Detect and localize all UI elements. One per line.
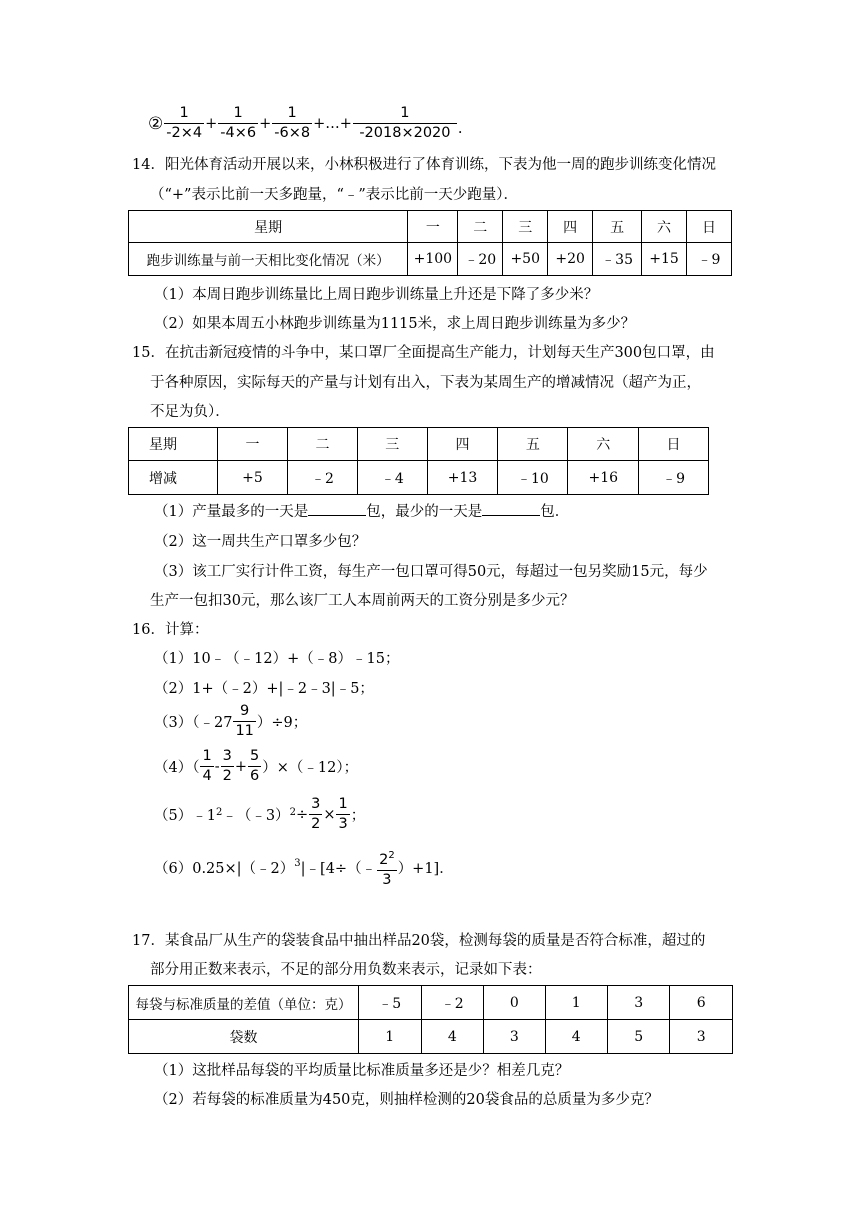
q16-part4-text-a: （4）（ [154,760,200,776]
table-cell: 1 [359,1020,422,1054]
plus-sign: + [205,115,218,132]
table-cell: 星期 [129,428,218,461]
table-cell: 4 [545,1020,607,1054]
table-cell: ﹣2 [288,461,358,495]
table-cell: 五 [498,428,568,461]
minus-sign: - [214,758,220,775]
circled-number-marker: ② [148,113,164,134]
ellipsis: +…+ [313,115,352,132]
q14-table [128,210,732,276]
q16-part3 [154,702,307,741]
table-cell: 一 [408,211,458,243]
fraction: $\frac{2^2}{3}$ [377,846,397,890]
table-cell: 6 [670,986,733,1020]
q13-part2-expression [148,104,463,143]
table-cell: 5 [607,1020,669,1054]
table-cell: +13 [427,461,498,495]
q16-part6-text-b: |﹣[4÷（﹣ [300,861,377,878]
table-cell: ﹣2 [421,986,484,1020]
fraction: $\frac{1}{4}$ [202,748,212,784]
fraction: $\frac{3}{2}$ [222,748,232,784]
table-cell: 4 [421,1020,484,1054]
q17-line1: 17．某食品厂从生产的袋装食品中抽出样品20袋，检测每袋的质量是否符合标准，超过的 [132,933,706,949]
table-cell: ﹣20 [458,243,503,276]
table-cell: +5 [217,461,287,495]
table-cell: 日 [687,211,732,243]
q16-title: 16．计算： [132,622,209,638]
fraction: $\frac{1}{-4\times 6}$ [220,105,257,141]
fraction: $\frac{5}{6}$ [250,748,260,784]
table-cell: 3 [670,1020,733,1054]
q16-part5-text-b: ﹣（﹣3） [222,808,290,824]
table-cell: +20 [548,243,593,276]
q17-line2: 部分用正数来表示，不足的部分用负数来表示，记录如下表： [150,962,542,978]
fraction: $\frac{1}{-2\times 4}$ [166,105,203,141]
q15-sub1-text-b: 包，最少的一天是 [366,504,483,520]
exponent: 2 [215,807,223,818]
q16-part3-text-b: ）÷9； [256,715,308,731]
table-cell: 日 [639,428,709,461]
plus-sign: + [234,758,248,775]
fraction: $\frac{1}{-2018\times 2020}$ [353,104,457,143]
table-cell: 0 [484,986,545,1020]
table-cell: 五 [593,211,642,243]
table-cell: 3 [607,986,669,1020]
q14-sub2: （2）如果本周五小林跑步训练量为1115米，求上周日跑步训练量为多少？ [154,316,636,332]
q16-part1: （1）10﹣（﹣12）+（﹣8）﹣15； [154,651,400,667]
table-cell: +16 [568,461,639,495]
q16-part6-text-a: （6）0.25×|（﹣2） [154,861,295,878]
fraction: $\frac{1}{3}$ [338,796,348,832]
fraction: $\frac{9}{11}$ [235,703,254,739]
table-cell: ﹣35 [593,243,642,276]
q16-part6-text-c: ）+1]． [397,861,454,878]
q16-part4-text-b: ）×（﹣12）； [262,760,359,776]
q15-sub3-line1: （3）该工厂实行计件工资，每生产一包口罩可得50元，每超过一包另奖励15元，每少 [154,564,708,580]
table-cell: +15 [642,243,687,276]
table-cell: 四 [427,428,498,461]
q17-sub2: （2）若每袋的标准质量为450克，则抽样检测的20袋食品的总质量为多少克？ [154,1092,659,1108]
table-cell: 四 [548,211,593,243]
q15-line3: 不足为负）． [150,404,230,420]
table-cell: ﹣5 [359,986,422,1020]
table-cell: 一 [217,428,287,461]
fraction: $\frac{3}{2}$ [311,796,321,832]
q15-sub2: （2）这一周共生产口罩多少包？ [154,534,367,550]
table-cell: 二 [288,428,358,461]
q16-part5-text-a: （5）﹣1 [154,808,216,824]
table-cell: +100 [408,243,458,276]
q15-line1: 15．在抗击新冠疫情的斗争中，某口罩厂全面提高生产能力，计划每天生产300包口罩，由 [132,345,715,361]
q15-sub1-text-a: （1）产量最多的一天是 [154,504,309,520]
q16-part6 [154,846,454,890]
q15-sub3-line2: 生产一包扣30元，那么该厂工人本周前两天的工资分别是多少元？ [150,593,575,609]
q15-sub1 [154,500,569,521]
table-cell: 星期 [129,211,408,243]
table-cell: 每袋与标准质量的差值（单位：克） [129,986,359,1020]
q16-part3-text-a: （3）（﹣27 [154,715,233,731]
answer-blank [482,501,540,516]
q16-part2: （2）1+（﹣2）+|﹣2﹣3|﹣5； [154,681,374,697]
exponent: 2 [388,850,395,861]
answer-blank [308,501,366,516]
table-cell: 二 [458,211,503,243]
table-cell: 六 [642,211,687,243]
fraction: $\frac{1}{-6\times 8}$ [274,105,311,141]
q14-line1: 14．阳光体育活动开展以来，小林积极进行了体育训练，下表为他一周的跑步训练变化情况 [132,157,716,173]
plus-sign: + [259,115,272,132]
q15-sub1-text-c: 包． [540,504,570,520]
table-cell: ﹣9 [687,243,732,276]
divide-sign: ÷ [295,806,309,823]
table-cell: 三 [503,211,548,243]
table-cell: 1 [545,986,607,1020]
table-cell: 增减 [129,461,218,495]
exponent: 3 [294,858,301,869]
q16-part5 [154,795,365,834]
table-cell: +50 [503,243,548,276]
q15-line2: 于各种原因，实际每天的产量与计划有出入，下表为某周生产的增减情况（超产为正， [150,375,701,391]
exponent: 2 [289,807,296,818]
table-cell: 袋数 [129,1020,359,1054]
q17-table [128,985,733,1054]
table-cell: 六 [568,428,639,461]
table-cell: 3 [484,1020,545,1054]
times-sign: × [323,806,336,823]
table-cell: ﹣4 [357,461,427,495]
q17-sub1: （1）这批样品每袋的平均质量比标准质量多还是少？相差几克？ [154,1063,570,1079]
numerator: 2 [379,851,389,868]
table-cell: ﹣10 [498,461,568,495]
q15-table [128,427,709,495]
period: . [457,121,463,137]
table-cell: ﹣9 [639,461,709,495]
semicolon: ； [350,808,366,824]
q14-line2: （“+”表示比前一天多跑量，“﹣”表示比前一天少跑量）． [150,187,519,203]
q14-sub1: （1）本周日跑步训练量比上周日跑步训练量上升还是下降了多少米？ [154,287,599,303]
table-cell: 三 [357,428,427,461]
table-cell: 跑步训练量与前一天相比变化情况（米） [129,243,408,276]
q16-part4 [154,747,358,786]
